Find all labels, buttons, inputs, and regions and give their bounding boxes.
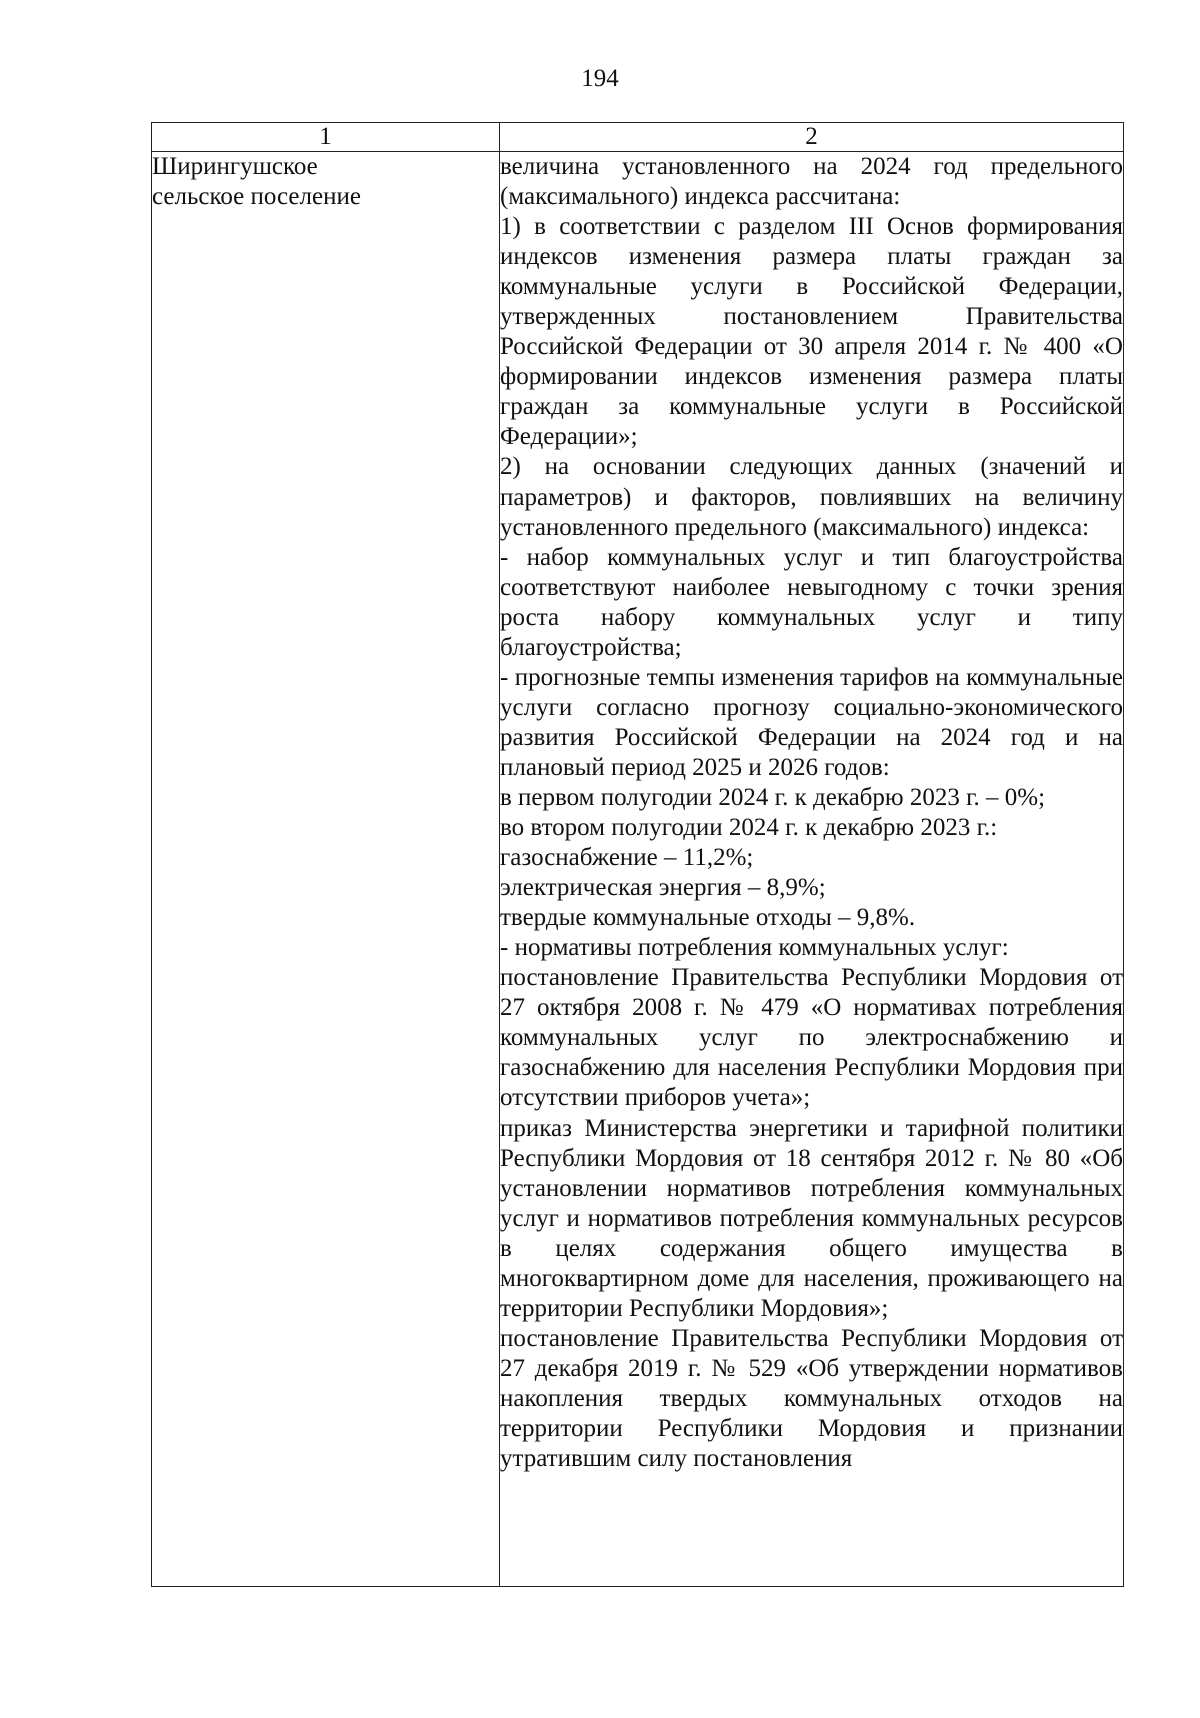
page-number: 194 [581, 65, 619, 92]
consumption-norms-heading: - нормативы потребления коммунальных услуг: [500, 934, 1009, 962]
column-header-1: 1 [152, 123, 500, 152]
second-half-heading: во втором полугодии 2024 г. к декабрю 2023 г.: [500, 814, 998, 842]
table-row [152, 152, 1124, 1587]
settlement-name-line-2: сельское поселение [152, 183, 361, 211]
column-header-2: 2 [500, 123, 1124, 152]
basis-paragraph-1: 1) в соответствии с разделом III Основ формирования индексов изменения размера платы граждан за коммунальные услуги в Российской Федерации, утвержденных постановлением Правительства Российской Федерации от 30 апреля 2014 г. № 400 «О формировании индексов изменения размера платы граждан за коммунальные услуги в Российской Федерации»; [500, 213, 1123, 451]
first-half-rate: в первом полугодии 2024 г. к декабрю 2023 г. – 0%; [500, 783, 1046, 811]
intro-paragraph: величина установленного на 2024 год предельного (максимального) индекса рассчитана: [500, 153, 1123, 211]
index-description-cell [500, 152, 1124, 1587]
index-justification-table [151, 122, 1124, 1587]
tariff-forecast-paragraph: - прогнозные темпы изменения тарифов на коммунальные услуги согласно прогнозу социально-экономического развития Российской Федерации на 2024 год и на плановый период 2025 и 2026 годов: [500, 663, 1123, 781]
resolution-479-paragraph: постановление Правительства Республики Мордовия от 27 октября 2008 г. № 479 «О нормативах потребления коммунальных услуг по электроснабжению и газоснабжению для населения Республики Мордовия при отсутствии приборов учета»; [500, 964, 1123, 1112]
basis-paragraph-2: 2) на основании следующих данных (значений и параметров) и факторов, повлиявших на величину установленного предельного (максимального) индекса: [500, 453, 1123, 541]
solid-waste-rate: твердые коммунальные отходы – 9,8%. [500, 904, 916, 932]
table-header-row [152, 123, 1124, 152]
resolution-529-paragraph: постановление Правительства Республики Мордовия от 27 декабря 2019 г. № 529 «Об утверждении нормативов накопления твердых коммунальных отходов на территории Республики Мордовия и признании утратившим силу постановления [500, 1324, 1123, 1473]
utility-set-paragraph: - набор коммунальных услуг и тип благоустройства соответствуют наиболее невыгодному с точки зрения роста набору коммунальных услуг и типу благоустройства; [500, 543, 1123, 661]
gas-supply-rate: газоснабжение – 11,2%; [500, 844, 754, 872]
electricity-rate: электрическая энергия – 8,9%; [500, 874, 826, 902]
settlement-name [152, 152, 499, 212]
order-80-paragraph: приказ Министерства энергетики и тарифной политики Республики Мордовия от 18 сентября 2012 г. № 80 «Об установлении нормативов потребления коммунальных услуг и нормативов потребления коммунальных ресурсов в целях содержания общего имущества в многоквартирном доме для населения, проживающего на территории Республики Мордовия»; [500, 1114, 1123, 1322]
settlement-name-line-1: Ширингушское [152, 153, 318, 180]
settlement-cell [152, 152, 500, 1587]
